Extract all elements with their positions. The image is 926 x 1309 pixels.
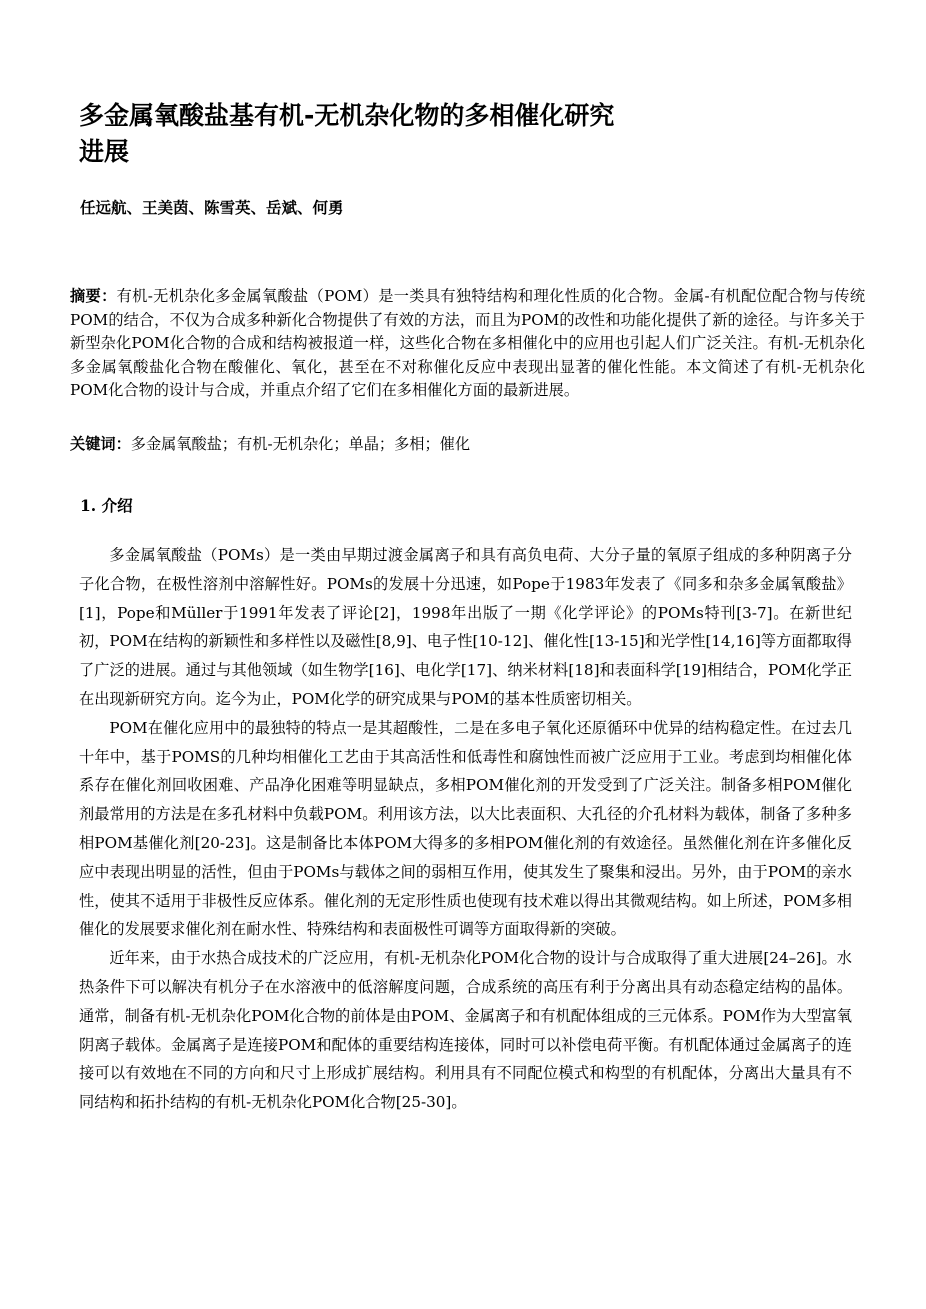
keywords <box>70 433 865 457</box>
paragraph-2: POM在催化应用中的最独特的特点一是其超酸性，二是在多电子氧化还原循环中优异的结构稳定性。在过去几十年中，基于POMS的几种均相催化工艺由于其高活性和低毒性和腐蚀性而被广泛应用于工业。考虑到均相催化体系存在催化剂回收困难、产品净化困难等明显缺点，多相POM催化剂的开发受到了广泛关注。制备多相POM催化剂最常用的方法是在多孔材料中负载POM。利用该方法，以大比表面积、大孔径的介孔材料为载体，制备了多种多相POM基催化剂[20-23]。这是制备比本体POM大得多的多相POM催化剂的有效途径。虽然催化剂在许多催化反应中表现出明显的活性，但由于POMs与载体之间的弱相互作用，使其发生了聚集和浸出。另外，由于POM的亲水性，使其不适用于非极性反应体系。催化剂的无定形性质也使现有技术难以得出其微观结构。如上所述，POM多相催化的发展要求催化剂在耐水性、特殊结构和表面极性可调等方面取得新的突破。 <box>79 718 852 939</box>
paragraph-1: 多金属氧酸盐（POMs）是一类由早期过渡金属离子和具有高负电荷、大分子量的氧原子组成的多种阴离子分子化合物，在极性溶剂中溶解性好。POMs的发展十分迅速，如Pope于1983年发表了《同多和杂多金属氧酸盐》[1]，Pope和Müller于1991年发表了评论[2]，1998年出版了一期《化学评论》的POMs特刊[3-7]。在新世纪初，POM在结构的新颖性和多样性以及磁性[8,9]、电子性[10-12]、催化性[13-15]和光学性[14,16]等方面都取得了广泛的进展。通过与其他领域（如生物学[16]、电化学[17]、纳米材料[18]和表面科学[19]相结合，POM化学正在出现新研究方向。迄今为止，POM化学的研究成果与POM的基本性质密切相关。 <box>79 546 852 708</box>
keywords-text: 多金属氧酸盐；有机-无机杂化；单晶；多相；催化 <box>130 435 471 453</box>
abstract <box>70 285 865 403</box>
section-heading-introduction <box>80 494 133 518</box>
section-number: 1. <box>80 496 97 515</box>
abstract-label: 摘要： <box>70 287 117 305</box>
section-body <box>79 541 852 1117</box>
paragraph-3: 近年来，由于水热合成技术的广泛应用，有机-无机杂化POM化合物的设计与合成取得了重大进展[24–26]。水热条件下可以解决有机分子在水溶液中的低溶解度问题，合成系统的高压有利于分离出具有动态稳定结构的晶体。通常，制备有机-无机杂化POM化合物的前体是由POM、金属离子和有机配体组成的三元体系。POM作为大型富氧阴离子载体。金属离子是连接POM和配体的重要结构连接体，同时可以补偿电荷平衡。有机配体通过金属离子的连接可以有效地在不同的方向和尺寸上形成扩展结构。利用具有不同配位模式和构型的有机配体，分离出大量具有不同结构和拓扑结构的有机-无机杂化POM化合物[25-30]。 <box>79 949 852 1112</box>
abstract-text: 有机-无机杂化多金属氧酸盐（POM）是一类具有独特结构和理化性质的化合物。金属-有机配位配合物与传统POM的结合，不仅为合成多种新化合物提供了有效的方法，而且为POM的改性和功能化提供了新的途径。与许多关于新型杂化POM化合物的合成和结构被报道一样，这些化合物在多相催化中的应用也引起人们广泛关注。有机-无机杂化多金属氧酸盐化合物在酸催化、氧化，甚至在不对称催化反应中表现出显著的催化性能。本文简述了有机-无机杂化POM化合物的设计与合成，并重点介绍了它们在多相催化方面的最新进展。 <box>70 287 866 400</box>
section-title: 介绍 <box>101 497 133 515</box>
paper-title <box>79 98 719 170</box>
title-line-1: 多金属氧酸盐基有机-无机杂化物的多相催化研究 <box>79 101 615 130</box>
keywords-label: 关键词： <box>70 435 131 453</box>
title-line-2: 进展 <box>79 137 130 166</box>
author-list: 任远航、王美茵、陈雪英、岳斌、何勇 <box>80 199 344 217</box>
